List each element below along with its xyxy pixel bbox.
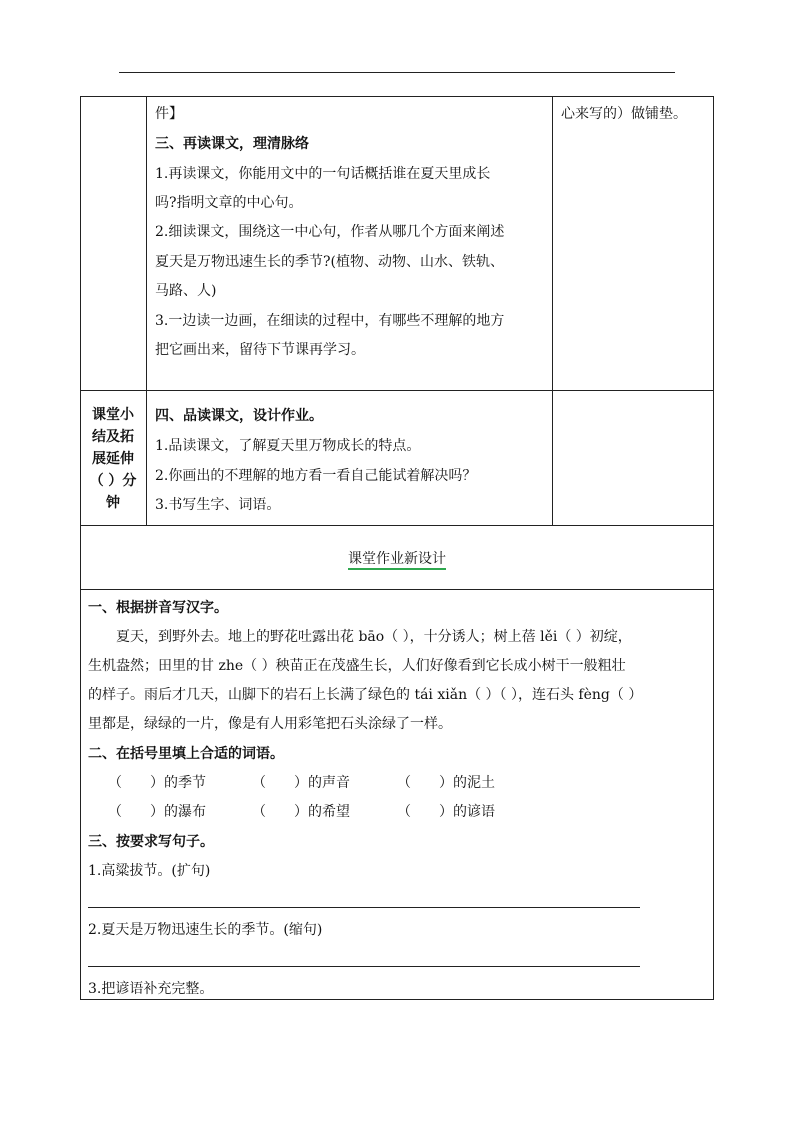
q2-blank: （ ）的谚语	[397, 804, 495, 820]
summary-label	[81, 404, 145, 514]
q2-blank: （ ）的声音	[252, 775, 350, 791]
q1-line2: 生机盎然；田里的甘 zhe（ ）秧苗正在茂盛生长，人们好像看到它长成小树干一般粗壮	[88, 658, 626, 674]
item2-line2: 夏天是万物迅速生长的季节?(植物、动物、山水、铁轨、	[155, 254, 504, 270]
row-divider-2	[80, 525, 714, 526]
q2-blank: （ ）的瀑布	[108, 804, 206, 820]
answer-line	[88, 966, 640, 967]
summary-item3: 3.书写生字、词语。	[155, 497, 281, 513]
q3-item1: 1.高粱拔节。(扩句)	[88, 863, 211, 879]
summary-label-line: （ ）分	[89, 473, 137, 489]
summary-item2: 2.你画出的不理解的地方看一看自己能试着解决吗？	[155, 468, 477, 484]
homework-title	[80, 548, 714, 570]
q2-heading: 二、在括号里填上合适的词语。	[88, 746, 284, 762]
col-divider-2	[552, 96, 553, 526]
item1-line2: 吗?指明文章的中心句。	[155, 195, 303, 211]
summary-item1: 1.品读课文，了解夏天里万物成长的特点。	[155, 438, 421, 454]
section-heading-4: 四、品读课文，设计作业。	[155, 408, 323, 424]
right-note: 心来写的）做铺垫。	[561, 106, 687, 122]
homework-title-text: 课堂作业新设计	[348, 551, 446, 570]
item3-line2: 把它画出来，留待下节课再学习。	[155, 342, 365, 358]
summary-label-line: 展延伸	[92, 451, 134, 467]
page-header-rule	[119, 72, 675, 73]
item2-line1: 2.细读课文，围绕这一中心句，作者从哪几个方面来阐述	[155, 224, 505, 240]
q2-blank: （ ）的希望	[252, 804, 350, 820]
fragment-text: 件】	[155, 106, 183, 122]
q1-heading: 一、根据拼音写汉字。	[88, 600, 228, 616]
q3-item3: 3.把谚语补充完整。	[88, 981, 214, 997]
q1-line4: 里都是，绿绿的一片，像是有人用彩笔把石头涂绿了一样。	[88, 716, 452, 732]
summary-label-line: 结及拓	[92, 429, 134, 445]
row-divider-3	[80, 589, 714, 590]
q3-heading: 三、按要求写句子。	[88, 834, 214, 850]
q2-blank: （ ）的泥土	[397, 775, 495, 791]
answer-line	[88, 907, 640, 908]
summary-label-line: 钟	[106, 495, 120, 511]
q3-item2: 2.夏天是万物迅速生长的季节。(缩句)	[88, 922, 323, 938]
col-divider-1	[146, 96, 147, 526]
q1-line1: 夏天，到野外去。地上的野花吐露出花 bāo（ ），十分诱人；树上蓓 lěi（ ）初绽，	[116, 629, 632, 645]
row-divider-1	[80, 390, 714, 391]
q1-line3: 的样子。雨后才几天，山脚下的岩石上长满了绿色的 tái xiǎn（ ）（ ），连石头 fèng（ ）	[88, 687, 643, 703]
item2-line3: 马路、人)	[155, 283, 217, 299]
item1-line1: 1.再读课文，你能用文中的一句话概括谁在夏天里成长	[155, 166, 491, 182]
summary-label-line: 课堂小	[92, 407, 134, 423]
q2-blank: （ ）的季节	[108, 775, 206, 791]
section-heading-3: 三、再读课文，理清脉络	[155, 136, 309, 152]
item3-line1: 3.一边读一边画，在细读的过程中，有哪些不理解的地方	[155, 313, 505, 329]
